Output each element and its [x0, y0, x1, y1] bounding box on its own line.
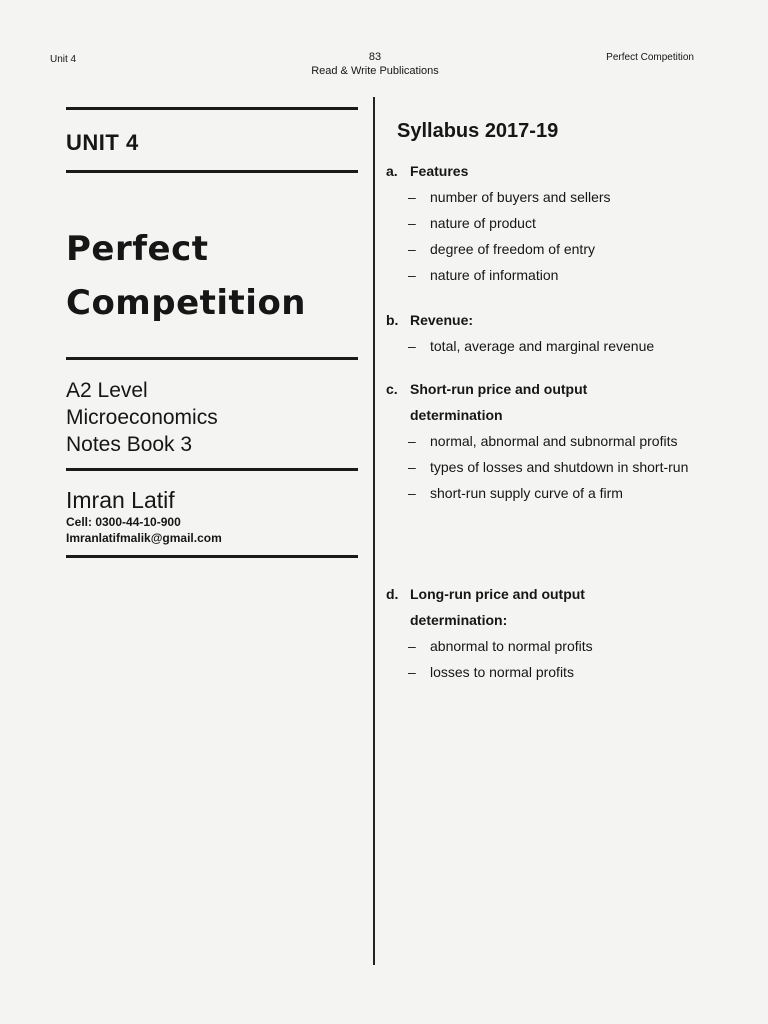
syllabus-section-short-run: [386, 376, 706, 506]
list-item: – degree of freedom of entry: [408, 236, 706, 262]
rule-below-title: [66, 357, 358, 360]
page-number: 83: [368, 51, 382, 63]
author-email: Imranlatifmalik@gmail.com: [66, 531, 222, 545]
syllabus-heading: Syllabus 2017-19: [397, 120, 559, 142]
section-title: Short-run price and output determination: [410, 381, 588, 423]
list-item: – number of buyers and sellers: [408, 184, 706, 210]
subtitle-line-3: Notes Book 3: [66, 433, 193, 456]
header-unit-label: Unit 4: [50, 54, 77, 65]
list-item: – losses to normal profits: [408, 659, 706, 685]
section-letter: b.: [386, 312, 399, 328]
dash-bullet: –: [408, 485, 416, 501]
section-heading: [386, 158, 706, 184]
dash-bullet: –: [408, 638, 416, 654]
book-title-line-2: Competition: [66, 283, 307, 323]
list-item: – nature of information: [408, 262, 706, 288]
section-title: Revenue:: [410, 312, 474, 328]
author-contact: [66, 514, 222, 546]
section-letter: a.: [386, 163, 398, 179]
unit-title: UNIT 4: [66, 130, 139, 155]
column-divider: [373, 97, 375, 965]
dash-bullet: –: [408, 241, 416, 257]
list-item: – normal, abnormal and subnormal profits: [408, 428, 706, 454]
header-center: [250, 50, 500, 78]
rule-below-unit: [66, 170, 358, 173]
rule-top: [66, 107, 358, 110]
author-name: Imran Latif: [66, 487, 175, 513]
syllabus-section-features: [386, 158, 706, 288]
dash-bullet: –: [408, 267, 416, 283]
dash-bullet: –: [408, 215, 416, 231]
dash-bullet: –: [408, 338, 416, 354]
section-letter: c.: [386, 381, 398, 397]
section-items: [386, 333, 706, 359]
rule-below-subtitle: [66, 468, 358, 471]
section-heading: [386, 376, 706, 428]
list-item: – nature of product: [408, 210, 706, 236]
dash-bullet: –: [408, 189, 416, 205]
section-items: [386, 184, 706, 288]
section-title: Features: [410, 163, 469, 179]
dash-bullet: –: [408, 664, 416, 680]
book-subtitle: [66, 377, 218, 458]
list-item: – abnormal to normal profits: [408, 633, 706, 659]
dash-bullet: –: [408, 433, 416, 449]
section-title: Long-run price and output determination:: [410, 586, 585, 628]
header-chapter-title: Perfect Competition: [606, 52, 694, 63]
dash-bullet: –: [408, 459, 416, 475]
author-cell: Cell: 0300-44-10-900: [66, 515, 181, 529]
publisher-name: Read & Write Publications: [311, 65, 439, 77]
section-letter: d.: [386, 586, 399, 602]
list-item: – types of losses and shutdown in short-run: [408, 454, 706, 480]
syllabus-section-long-run: [386, 581, 706, 685]
section-heading: [386, 307, 706, 333]
list-item: – short-run supply curve of a firm: [408, 480, 706, 506]
section-items: [386, 633, 706, 685]
book-title: [66, 222, 306, 330]
rule-bottom: [66, 555, 358, 558]
subtitle-line-2: Microeconomics: [66, 406, 218, 429]
subtitle-line-1: A2 Level: [66, 379, 148, 402]
book-title-line-1: Perfect: [66, 229, 209, 269]
section-heading: [386, 581, 706, 633]
list-item: – total, average and marginal revenue: [408, 333, 706, 359]
section-items: [386, 428, 706, 506]
syllabus-section-revenue: [386, 307, 706, 359]
